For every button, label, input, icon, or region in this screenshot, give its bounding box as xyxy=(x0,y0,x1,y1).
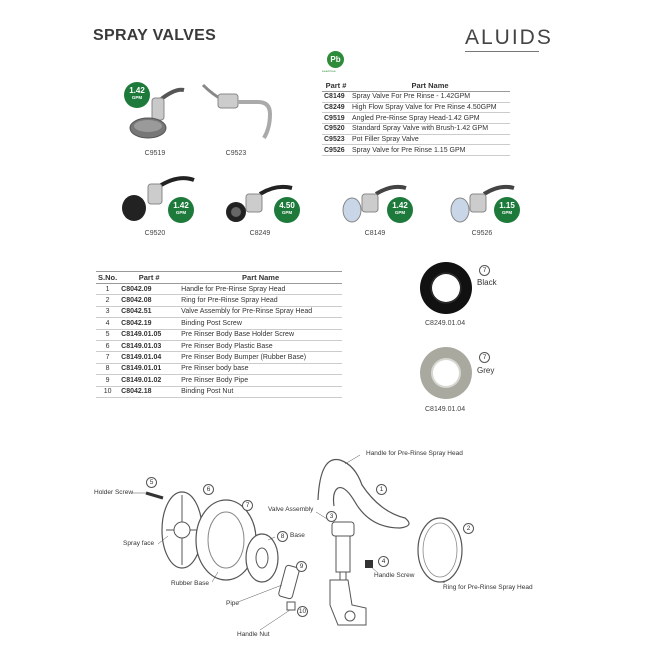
product-caption: C9520 xyxy=(144,230,166,237)
label-rubber-base: Rubber Base xyxy=(171,580,209,587)
table-row: C8249 High Flow Spray Valve for Pre Rinse 4.50GPM xyxy=(322,102,510,113)
gpm-badge: 1.42 GPM xyxy=(387,197,413,223)
callout-number: 2 xyxy=(463,523,474,534)
col-serial: S.No. xyxy=(98,273,118,282)
table-row: 6 C8149.01.03 Pre Rinser Body Plastic Base xyxy=(96,340,342,351)
callout-number: 10 xyxy=(298,608,307,615)
brand-underline xyxy=(465,51,539,52)
label-holder-screw: Holder Screw xyxy=(94,489,134,496)
gpm-badge: 1.15 GPM xyxy=(494,197,520,223)
table-row: C8149 Spray Valve For Pre Rinse - 1.42GPM xyxy=(322,92,510,103)
gpm-badge: 1.42 GPM xyxy=(124,82,150,108)
table-row: 1 C8042.09 Handle for Pre-Rinse Spray Head xyxy=(96,284,342,295)
label-ring: Ring for Pre-Rinse Spray Head xyxy=(443,584,533,591)
col-part-number: Part # xyxy=(322,80,350,92)
ring-caption: C8249.01.04 xyxy=(425,320,466,327)
page-title: SPRAY VALVES xyxy=(93,27,217,44)
table-row: 7 C8149.01.04 Pre Rinser Body Bumper (Rubber Base) xyxy=(96,352,342,363)
table-row: 9 C8149.01.02 Pre Rinser Body Pipe xyxy=(96,375,342,386)
label-pipe: Pipe xyxy=(226,600,240,607)
ring-color-label: Grey xyxy=(477,366,495,375)
label-spray-face: Spray face xyxy=(123,540,155,547)
col-part-name: Part Name xyxy=(179,272,342,284)
gpm-badge: 1.42 GPM xyxy=(168,197,194,223)
product-table xyxy=(322,80,510,156)
table-row: 10 C8042.18 Binding Post Nut xyxy=(96,386,342,397)
callout-number: 5 xyxy=(146,477,157,488)
table-row: C9526 Spray Valve for Pre Rinse 1.15 GPM xyxy=(322,145,510,156)
parts-table xyxy=(96,271,342,398)
exploded-diagram xyxy=(0,440,650,650)
label-valve-assembly: Valve Assembly xyxy=(268,506,314,513)
callout-number: 3 xyxy=(326,511,337,522)
table-row: C9520 Standard Spray Valve with Brush-1.42 GPM xyxy=(322,124,510,135)
ring-caption: C8149.01.04 xyxy=(425,406,466,413)
label-handle: Handle for Pre-Rinse Spray Head xyxy=(366,450,463,457)
callout-number: 7 xyxy=(479,265,490,276)
callout-number: 8 xyxy=(277,531,288,542)
callout-number: 7 xyxy=(242,500,253,511)
brand-logo: ALUIDS xyxy=(465,26,553,49)
label-base: Base xyxy=(290,532,305,539)
table-row: 5 C8149.01.05 Pre Rinser Body Base Holder Screw xyxy=(96,329,342,340)
table-row: 8 C8149.01.01 Pre Rinser body base xyxy=(96,363,342,374)
product-caption: C9523 xyxy=(225,150,247,157)
ring-black-image xyxy=(416,258,476,318)
lead-free-icon: Pb xyxy=(327,51,344,68)
label-handle-nut: Handle Nut xyxy=(237,631,270,638)
callout-number: 1 xyxy=(376,484,387,495)
callout-number: 7 xyxy=(479,352,490,363)
lead-free-label: Lead Free xyxy=(322,69,336,73)
table-row: 3 C8042.51 Valve Assembly for Pre-Rinse Spray Head xyxy=(96,306,342,317)
product-image-c9523 xyxy=(198,80,278,142)
label-handle-screw: Handle Screw xyxy=(374,572,415,579)
table-row: C9519 Angled Pre-Rinse Spray Head-1.42 GPM xyxy=(322,113,510,124)
ring-color-label: Black xyxy=(477,278,497,287)
callout-number: 4 xyxy=(378,556,389,567)
product-caption: C9526 xyxy=(471,230,493,237)
col-part-name: Part Name xyxy=(350,80,510,92)
callout-number: 9 xyxy=(296,561,307,572)
callout-number: 6 xyxy=(203,484,214,495)
table-row: 4 C8042.19 Binding Post Screw xyxy=(96,318,342,329)
ring-grey-image xyxy=(416,343,476,403)
table-row: 2 C8042.08 Ring for Pre-Rinse Spray Head xyxy=(96,295,342,306)
table-row: C9523 Pot Filler Spray Valve xyxy=(322,134,510,145)
gpm-badge: 4.50 GPM xyxy=(274,197,300,223)
product-caption: C8149 xyxy=(364,230,386,237)
product-caption: C9519 xyxy=(144,150,166,157)
product-caption: C8249 xyxy=(249,230,271,237)
col-part-number: Part # xyxy=(119,272,179,284)
